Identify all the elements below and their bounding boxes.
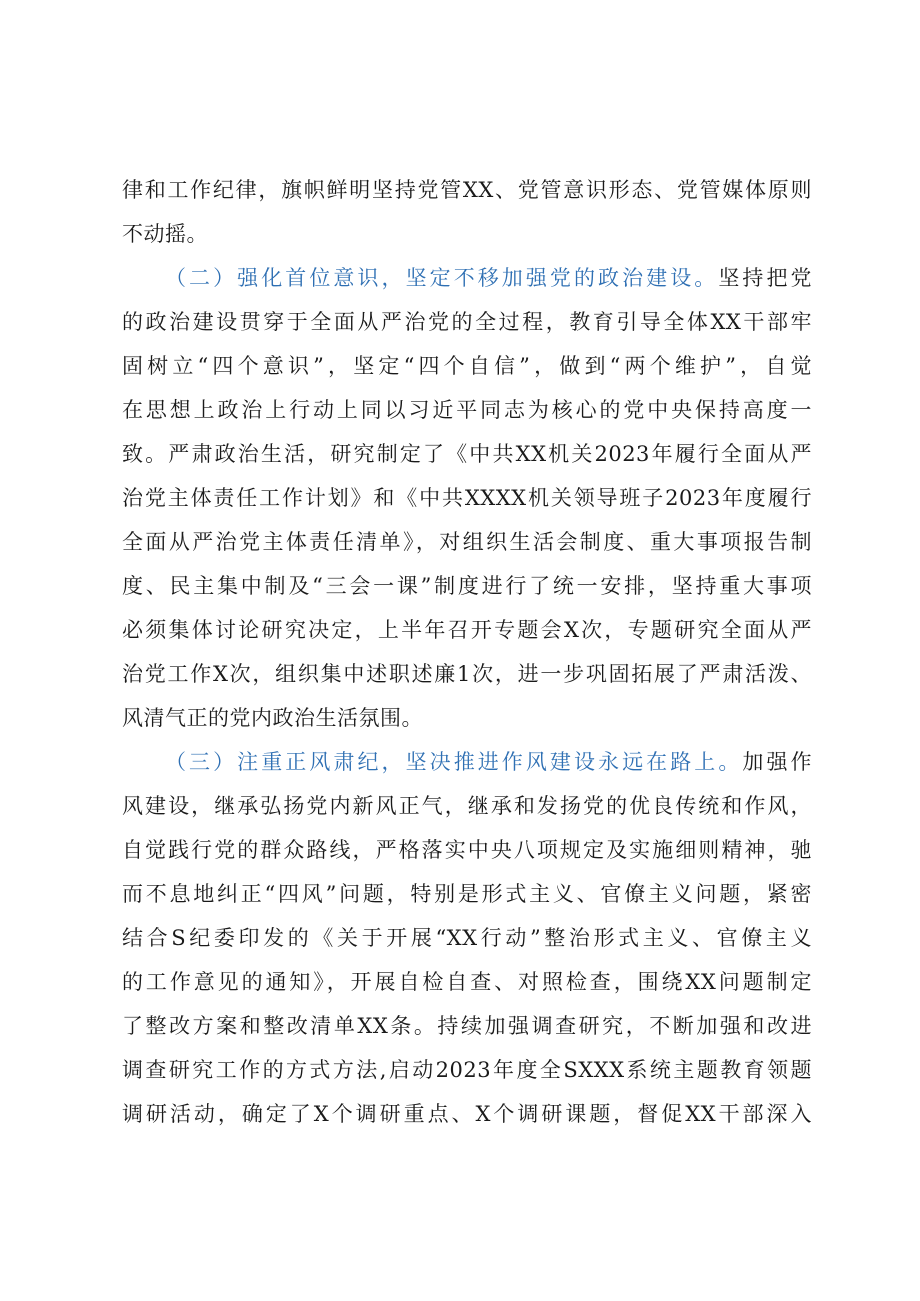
section-3-heading: （三）注重正风肃纪，坚决推进作风建设永远在路上。 [165,750,743,774]
paragraph-line: 调研活动，确定了X个调研重点、X个调研课题，督促XX干部深入 [122,1102,812,1126]
paragraph-line: 风清气正的党内政治生活氛围。 [122,706,423,730]
paragraph-line: 的政治建设贯穿于全面从严治党的全过程，教育引导全体XX干部牢 [122,310,812,334]
paragraph-line: 而不息地纠正“四风”问题，特别是形式主义、官僚主义问题，紧密 [122,882,812,906]
paragraph-line: 调查研究工作的方式方法,启动2023年度全SXXX系统主题教育领题 [122,1058,812,1082]
paragraph-line: 不动摇。 [122,222,208,246]
section-3-text: 加强作 [742,750,813,774]
paragraph-line: 了整改方案和整改清单XX条。持续加强调查研究，不断加强和改进 [122,1014,812,1038]
section-3-line [165,747,812,777]
section-2-heading: （二）强化首位意识，坚定不移加强党的政治建设。 [165,266,719,290]
paragraph-line: 固树立“四个意识”，坚定“四个自信”，做到“两个维护”，自觉 [122,354,812,378]
section-2-text: 坚持把党 [718,266,813,290]
paragraph-line: 自觉践行党的群众路线，严格落实中央八项规定及实施细则精神，驰 [122,838,812,862]
section-2-line [165,263,812,293]
paragraph-line: 全面从严治党主体责任清单》，对组织生活会制度、重大事项报告制 [122,530,812,554]
paragraph-line: 的工作意见的通知》，开展自检自查、对照检查，围绕XX问题制定 [122,970,812,994]
paragraph-line: 在思想上政治上行动上同以习近平同志为核心的党中央保持高度一 [122,398,812,422]
paragraph-line: 必须集体讨论研究决定，上半年召开专题会X次，专题研究全面从严 [122,618,812,642]
paragraph-line: 治党工作X次，组织集中述职述廉1次，进一步巩固拓展了严肃活泼、 [122,662,812,686]
paragraph-line: 度、民主集中制及“三会一课”制度进行了统一安排，坚持重大事项 [122,574,812,598]
paragraph-line: 风建设，继承弘扬党内新风正气，继承和发扬党的优良传统和作风， [122,794,812,818]
paragraph-line: 律和工作纪律，旗帜鲜明坚持党管XX、党管意识形态、党管媒体原则 [122,178,812,202]
paragraph-line: 治党主体责任工作计划》和《中共XXXX机关领导班子2023年度履行 [122,486,812,510]
paragraph-line: 致。严肃政治生活，研究制定了《中共XX机关2023年履行全面从严 [122,442,812,466]
paragraph-line: 结合S纪委印发的《关于开展“XX行动”整治形式主义、官僚主义 [122,926,812,950]
